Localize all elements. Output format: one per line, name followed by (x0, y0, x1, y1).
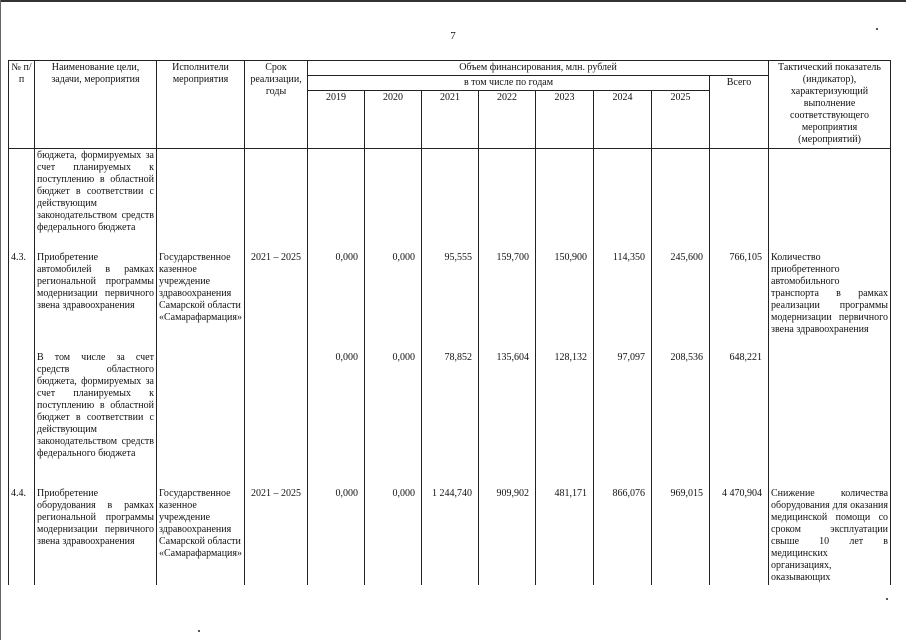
scan-edge-top (0, 0, 906, 2)
row-name: бюджета, формируемых за счет планируемых к поступлению в областной бюджет в соответствии с действующим законодательством средств федерального бюджета (35, 149, 157, 251)
row-value-2022 (479, 149, 536, 251)
scan-edge-left (0, 0, 1, 640)
header-executors: Исполнители мероприятия (157, 61, 245, 149)
table-row (9, 149, 891, 251)
row-executor (157, 149, 245, 251)
financing-table (8, 60, 891, 585)
row-num: 4.3. (9, 251, 35, 351)
table-row (9, 487, 891, 585)
header-total: Всего (710, 76, 769, 149)
header-year-2020: 2020 (365, 91, 422, 149)
header-financing: Объем финансирования, млн. рублей (308, 61, 769, 76)
row-value-2024 (594, 149, 652, 251)
row-value-2020: 0,000 (365, 351, 422, 487)
row-term (245, 149, 308, 251)
row-value-2025 (652, 149, 710, 251)
table-row (9, 251, 891, 351)
row-num (9, 351, 35, 487)
row-value-2022: 159,700 (479, 251, 536, 351)
row-value-2023: 150,900 (536, 251, 594, 351)
row-value-2020 (365, 149, 422, 251)
row-executor (157, 351, 245, 487)
scan-speck (876, 28, 878, 30)
row-value-2021: 1 244,740 (422, 487, 479, 585)
row-num (9, 149, 35, 251)
row-total: 766,105 (710, 251, 769, 351)
row-value-2021: 95,555 (422, 251, 479, 351)
row-value-2025: 245,600 (652, 251, 710, 351)
row-value-2024: 114,350 (594, 251, 652, 351)
row-value-2020: 0,000 (365, 487, 422, 585)
header-by-years: в том числе по годам (308, 76, 710, 91)
header-year-2023: 2023 (536, 91, 594, 149)
row-value-2023: 481,171 (536, 487, 594, 585)
header-indicator: Тактический показатель (индикатор), характеризующий выполнение соответствующего мероприятия (мероприятий) (769, 61, 891, 149)
row-value-2022: 909,902 (479, 487, 536, 585)
header-term: Срок реализации, годы (245, 61, 308, 149)
row-value-2023 (536, 149, 594, 251)
row-value-2023: 128,132 (536, 351, 594, 487)
row-value-2019: 0,000 (308, 351, 365, 487)
row-value-2021 (422, 149, 479, 251)
header-year-2025: 2025 (652, 91, 710, 149)
row-name: Приобретение автомобилей в рамках региональной программы модернизации первичного звена здравоохранения (35, 251, 157, 351)
row-total: 4 470,904 (710, 487, 769, 585)
row-executor: Государственное казенное учреждение здравоохранения Самарской области «Самарафармация» (157, 487, 245, 585)
row-value-2020: 0,000 (365, 251, 422, 351)
scan-speck (198, 630, 200, 632)
row-term: 2021 – 2025 (245, 487, 308, 585)
row-total (710, 149, 769, 251)
row-term: 2021 – 2025 (245, 251, 308, 351)
row-value-2024: 866,076 (594, 487, 652, 585)
row-value-2019: 0,000 (308, 487, 365, 585)
header-year-2021: 2021 (422, 91, 479, 149)
header-year-2024: 2024 (594, 91, 652, 149)
row-name: В том числе за счет средств областного бюджета, формируемых за счет планируемых к поступлению в областной бюджет в соответствии с действующим законодательством средств федерального бюджета (35, 351, 157, 487)
header-num: № п/п (9, 61, 35, 149)
table-row (9, 351, 891, 487)
row-value-2024: 97,097 (594, 351, 652, 487)
row-value-2025: 969,015 (652, 487, 710, 585)
row-num: 4.4. (9, 487, 35, 585)
header-name: Наименование цели, задачи, мероприятия (35, 61, 157, 149)
scan-speck (886, 598, 888, 600)
row-name: Приобретение оборудования в рамках региональной программы модернизации первичного звена здравоохранения (35, 487, 157, 585)
header-year-2022: 2022 (479, 91, 536, 149)
row-term (245, 351, 308, 487)
page-number: 7 (450, 30, 456, 42)
row-value-2022: 135,604 (479, 351, 536, 487)
row-value-2025: 208,536 (652, 351, 710, 487)
header-year-2019: 2019 (308, 91, 365, 149)
row-value-2021: 78,852 (422, 351, 479, 487)
row-indicator: Количество приобретенного автомобильного транспорта в рамках реализации программы модернизации первичного звена здравоохранения (769, 251, 891, 351)
row-indicator: Снижение количества оборудования для оказания медицинской помощи со сроком эксплуатации свыше 10 лет в медицинских организациях, оказывающих (769, 487, 891, 585)
row-indicator (769, 351, 891, 487)
row-value-2019 (308, 149, 365, 251)
row-value-2019: 0,000 (308, 251, 365, 351)
row-indicator (769, 149, 891, 251)
row-total: 648,221 (710, 351, 769, 487)
row-executor: Государственное казенное учреждение здравоохранения Самарской области «Самарафармация» (157, 251, 245, 351)
